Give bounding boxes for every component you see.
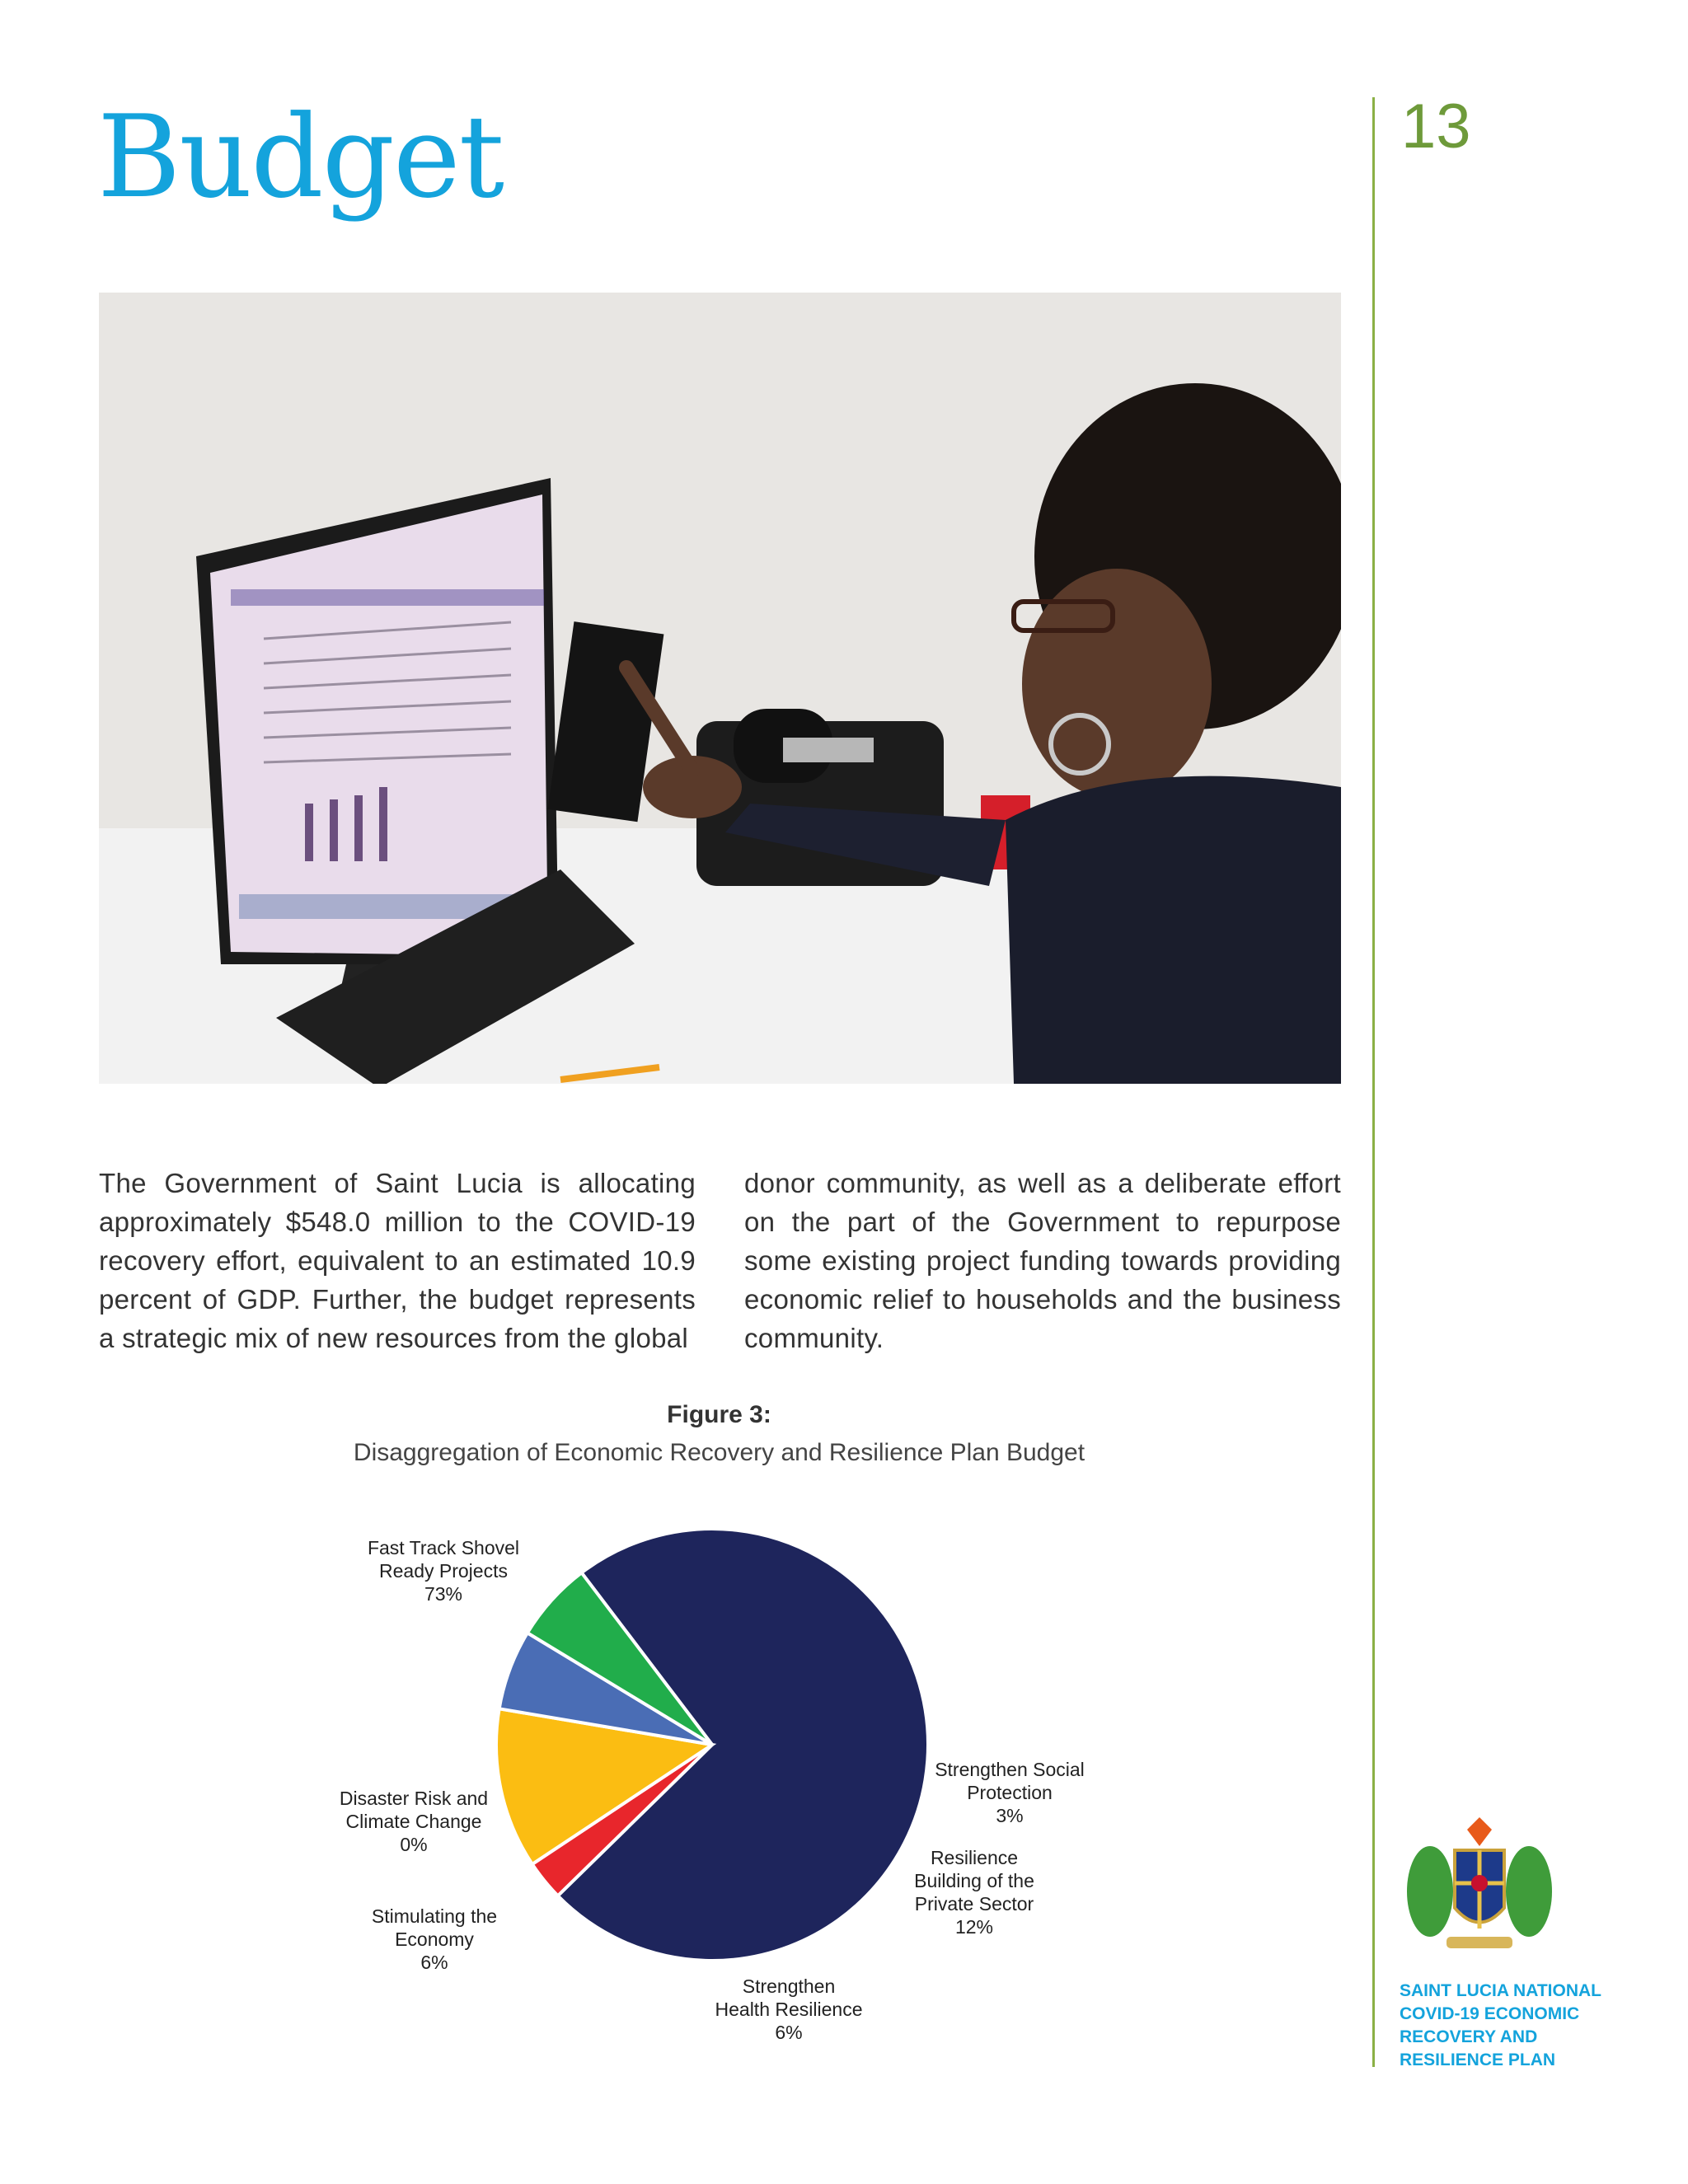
coat-of-arms-logo [1397, 1813, 1562, 1966]
brand-line: RESILIENCE PLAN [1400, 2050, 1556, 2069]
brand-line: COVID-19 ECONOMIC [1400, 2004, 1580, 2023]
figure-label: Figure 3: [667, 1401, 771, 1428]
page-title: Budget [97, 91, 504, 223]
figure-caption: Disaggregation of Economic Recovery and Resilience Plan Budget [353, 1439, 1085, 1466]
brand-line: SAINT LUCIA NATIONAL [1400, 1981, 1601, 2000]
body-paragraph-col2: donor community, as well as a deliberate effort on the part of the Government to repurpose some existing project funding towards providing economic relief to households and the business community. [744, 1168, 1341, 1353]
body-paragraph-col1: The Government of Saint Lucia is allocating approximately $548.0 million to the COVID-19 recovery effort, equivalent to an estimated 10.9 percent of GDP. Further, the budget represents a strategic mix of new resources from the global [99, 1168, 696, 1353]
page-number: 13 [1401, 91, 1471, 162]
pie-label: Strengthen Health Resilience 6% [715, 1975, 863, 2043]
pie-label: Fast Track Shovel Ready Projects 73% [367, 1537, 520, 1605]
pie-label: Strengthen Social Protection 3% [935, 1759, 1085, 1826]
pie-label: Resilience Building of the Private Sector 12% [914, 1847, 1034, 1938]
brand-text [1400, 1980, 1614, 2072]
pie-label: Disaster Risk and Climate Change 0% [339, 1788, 489, 1855]
brand-line: RECOVERY AND [1400, 2027, 1538, 2046]
pie-label: Stimulating the Economy 6% [371, 1905, 498, 1973]
